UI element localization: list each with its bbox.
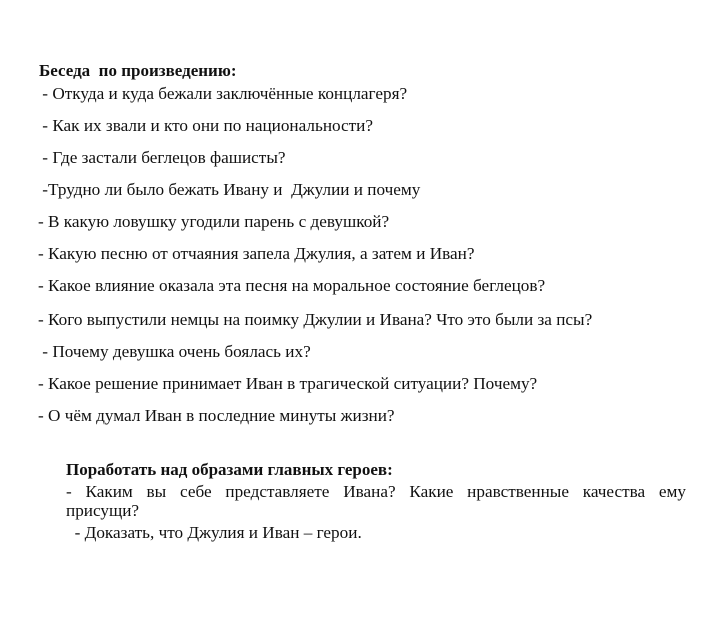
question-item: - Где застали беглецов фашисты? bbox=[38, 148, 286, 167]
heroes-task-block bbox=[66, 482, 686, 542]
task-line: присущи? bbox=[66, 501, 140, 520]
question-item: - Какое решение принимает Иван в трагической ситуации? Почему? bbox=[38, 374, 538, 393]
section-title-heroes: Поработать над образами главных героев: bbox=[66, 460, 393, 479]
question-item: - Как их звали и кто они по национальности? bbox=[38, 116, 374, 135]
question-item: - О чём думал Иван в последние минуты жизни? bbox=[38, 406, 395, 425]
question-item: -Трудно ли было бежать Ивану и Джулии и почему bbox=[38, 180, 421, 199]
task-line: - Каким вы себе представляете Ивана? Какие нравственные качества ему bbox=[66, 482, 686, 501]
task-line: - Доказать, что Джулия и Иван – герои. bbox=[66, 523, 362, 542]
question-item: - В какую ловушку угодили парень с девушкой? bbox=[38, 212, 390, 231]
question-item: - Кого выпустили немцы на поимку Джулии и Ивана? Что это были за псы? bbox=[38, 310, 593, 329]
question-item: - Откуда и куда бежали заключённые концлагеря? bbox=[38, 84, 408, 103]
question-item: - Какое влияние оказала эта песня на моральное состояние беглецов? bbox=[38, 276, 546, 295]
question-item: - Почему девушка очень боялась их? bbox=[38, 342, 311, 361]
section-title-discussion: Беседа по произведению: bbox=[39, 61, 237, 80]
question-item: - Какую песню от отчаяния запела Джулия, а затем и Иван? bbox=[38, 244, 475, 263]
